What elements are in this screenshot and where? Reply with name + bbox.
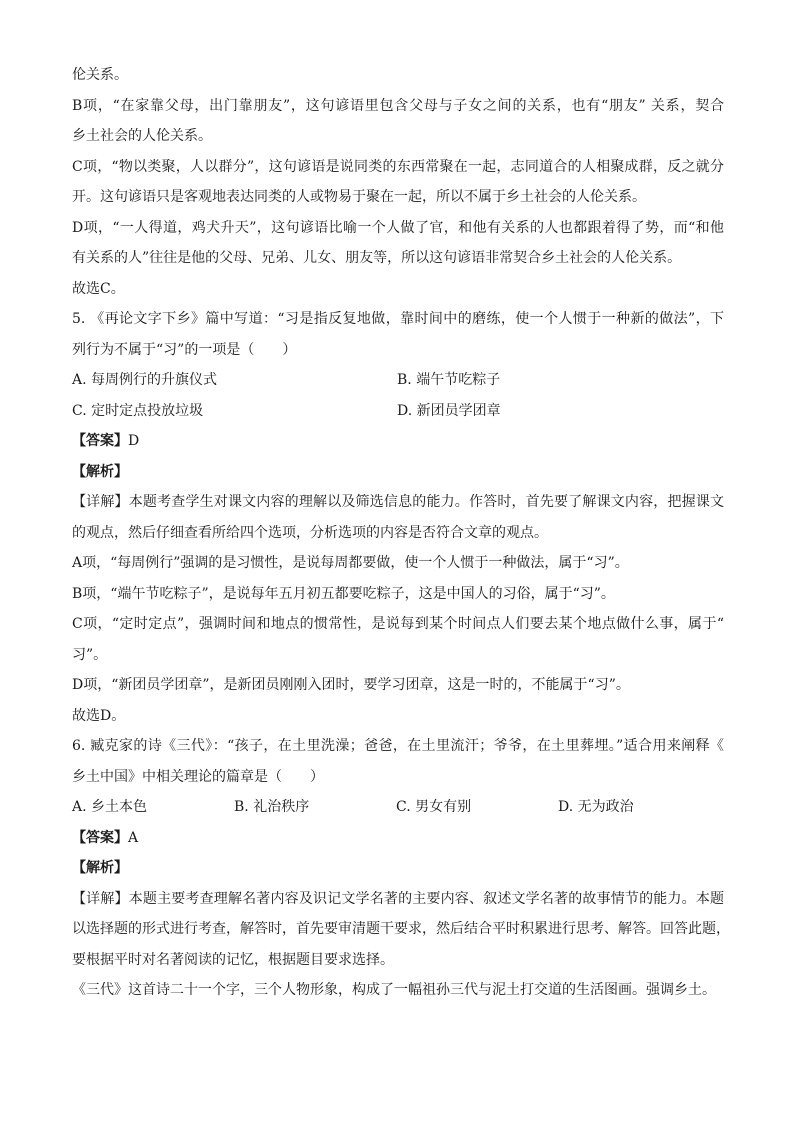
text-line: 开。这句谚语只是客观地表达同类的人或物易于聚在一起，所以不属于乡土社会的人伦关系。: [72, 189, 646, 205]
question-6-stem: 6. 臧克家的诗《三代》：“孩子，在土里洗澡；爸爸，在土里流汗；爷爷，在土里葬埋。”适合用来阐释《: [72, 738, 724, 754]
text-line: C项，“物以类聚，人以群分”，这句谚语是说同类的东西常聚在一起，志同道合的人相聚成群，反之就分: [72, 158, 724, 175]
question-5-stem: 5. 《再论文字下乡》篇中写道：“习是指反复地做，靠时间中的磨练，使一个人惯于一种新的做法”，下: [72, 311, 724, 327]
question-5-options-row-1: [72, 365, 724, 396]
option-a: A. 乡土本色: [72, 799, 148, 815]
text-line: A项，“每周例行”强调的是习惯性，是说每周都要做，使一个人惯于一种做法，属于“习”。: [72, 555, 629, 571]
question-5-stem-cont: 列行为不属于“习”的一项是（ ）: [72, 341, 297, 358]
question-6-options-row: [72, 792, 724, 823]
text-line: 的观点，然后仔细查看所给四个选项，分析选项的内容是否符合文章的观点。: [72, 524, 548, 541]
text-line: 以选择题的形式进行考查，解答时，首先要审清题干要求，然后结合平时积累进行思考、解答。回答此题，: [72, 921, 730, 937]
text-line: 故选C。: [72, 280, 125, 297]
text-line: 乡土社会的人伦关系。: [72, 128, 212, 144]
text-line: D项，“一人得道，鸡犬升天”，这句谚语比喻一个人做了官，和他有关系的人也都跟着得了势，而“和他: [72, 219, 724, 236]
option-b: B. 端午节吃粽子: [397, 372, 501, 388]
analysis-tag: 【解析】: [72, 463, 128, 480]
analysis-line: [72, 853, 724, 884]
answer-line: [72, 823, 724, 854]
text-line: 伦关系。: [72, 67, 128, 83]
answer-tag: 【答案】: [72, 433, 128, 449]
option-d: D. 无为政治: [558, 799, 634, 815]
document-page: [72, 60, 730, 1006]
text-line: B项，“端午节吃粽子”，是说每年五月初五都要吃粽子，这是中国人的习俗，属于“习”。: [72, 585, 615, 602]
text-line: 【详解】本题考查学生对课文内容的理解以及筛选信息的能力。作答时，首先要了解课文内容，把握课文: [72, 494, 724, 510]
answer-tag: 【答案】: [72, 829, 128, 846]
question-5-options-row-2: [72, 396, 724, 427]
option-c: C. 定时定点投放垃圾: [72, 402, 204, 419]
option-d: D. 新团员学团章: [397, 402, 501, 419]
text-line: 有关系的人”往往是他的父母、兄弟、儿女、朋友等，所以这句谚语非常契合乡土社会的人伦关系。: [72, 250, 682, 266]
text-line: 《三代》这首诗二十一个字，三个人物形象，构成了一幅祖孙三代与泥土打交道的生活图画。强调乡土。: [72, 982, 716, 998]
text-line: D项，“新团员学团章”，是新团员刚刚入团时，要学习团章，这是一时的，不能属于“习”。: [72, 677, 630, 693]
option-b: B. 礼治秩序: [234, 799, 310, 815]
question-6-stem-cont: 乡土中国》中相关理论的篇章是（ ）: [72, 768, 324, 785]
text-line: C项，“定时定点”，强调时间和地点的惯常性，是说每到某个时间点人们要去某个地点做什么事，属于“: [72, 616, 724, 632]
answer-line: [72, 426, 724, 457]
text-line: 【详解】本题主要考查理解名著内容及识记文学名著的主要内容、叙述文学名著的故事情节的能力。本题: [72, 890, 724, 907]
option-c: C. 男女有别: [396, 799, 472, 815]
text-line: 习”。: [72, 646, 108, 663]
answer-value: A: [128, 829, 139, 846]
analysis-tag: 【解析】: [72, 860, 128, 876]
answer-value: D: [128, 433, 140, 449]
text-line: B项，“在家靠父母，出门靠朋友”，这句谚语里包含父母与子女之间的关系，也有“朋友” 关系，契合: [72, 97, 724, 114]
analysis-line: [72, 457, 724, 488]
text-line: 故选D。: [72, 707, 126, 724]
option-a: A. 每周例行的升旗仪式: [72, 372, 218, 388]
text-line: 要根据平时对名著阅读的记忆，根据题目要求选择。: [72, 951, 394, 968]
